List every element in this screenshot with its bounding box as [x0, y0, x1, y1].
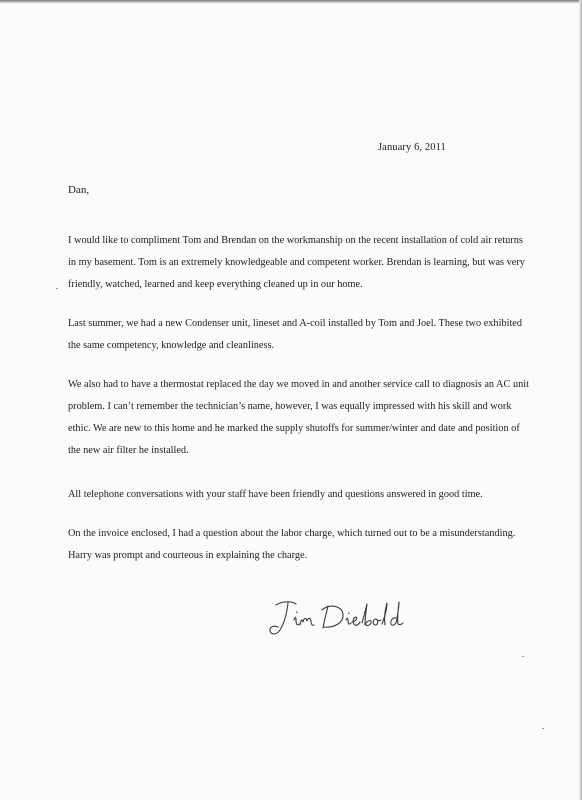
paragraph-telephone: All telephone conversations with your staff have been friendly and questions answered in good time.	[68, 489, 483, 500]
paragraph-thermostat: We also had to have a thermostat replaced the day we moved in and another service call to diagnosis an AC unit problem. I can’t remember the technician’s name, however, I was equally impressed with his skill and work ethic. We are new to this home and he marked the supply shutoffs for summer/winter and date and position of the new air filter he installed.	[68, 379, 529, 456]
handwritten-signature	[266, 598, 416, 644]
letter-date: January 6, 2011	[378, 142, 446, 153]
scan-speck	[56, 288, 58, 289]
scan-edge-top	[0, 0, 582, 4]
paragraph-invoice: On the invoice enclosed, I had a question about the labor charge, which turned out to be a misunderstanding. Harry was prompt and courteous in explaining the charge.	[68, 528, 516, 561]
scan-speck	[522, 656, 524, 657]
salutation: Dan,	[68, 184, 90, 196]
scan-speck	[542, 728, 544, 729]
paragraph-last-summer: Last summer, we had a new Condenser unit, lineset and A-coil installed by Tom and Joel. These two exhibited the same competency, knowledge and cleanliness.	[68, 318, 523, 351]
paragraph-compliment: I would like to compliment Tom and Brendan on the workmanship on the recent installation of cold air returns in my basement. Tom is an extremely knowledgeable and competent worker. Brendan is learning, but was very friendly, watched, learned and keep everything cleaned up in our home.	[68, 235, 525, 290]
